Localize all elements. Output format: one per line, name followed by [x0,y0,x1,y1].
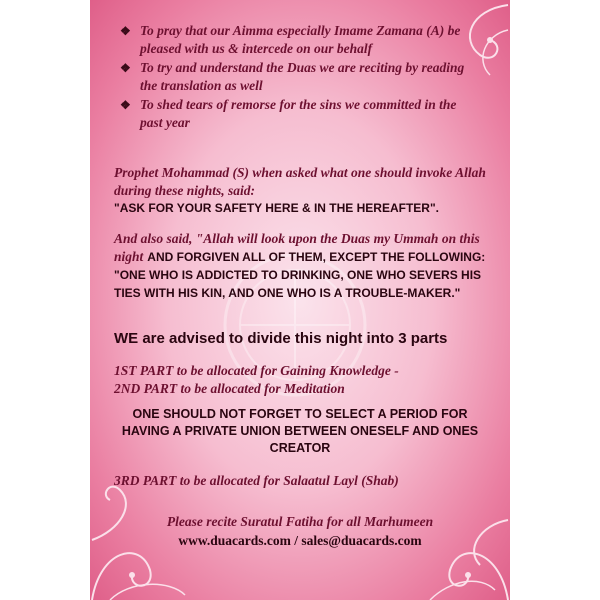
diamond-bullet-icon: ❖ [120,24,131,38]
list-item: ❖ To pray that our Aimma especially Imame Zamana (A) be pleased with us & intercede on our behalf [120,23,461,56]
dua-card [90,0,510,600]
third-part: 3RD PART to be allocated for Salaatul Layl (Shab) [114,473,399,488]
list-item: ❖ To shed tears of remorse for the sins we committed in the past year [120,97,457,130]
list-item: ❖ To try and understand the Duas we are reciting by reading the translation as well [120,60,465,93]
prophet-saying: Prophet Mohammad (S) when asked what one should invoke Allah during these nights, said: "ASK FOR YOUR SAFETY HERE & IN THE HEREAFTER". [114,165,486,215]
intentions-list [120,22,480,133]
diamond-bullet-icon: ❖ [120,61,131,75]
also-said-paragraph: And also said, "Allah will look upon the Duas my Ummah on this night AND FORGIVEN ALL OF THEM, EXCEPT THE FOLLOWING: "ONE WHO IS ADDICTED TO DRINKING, ONE WHO SEVERS HIS TIES WITH HIS KIN, AND ONE WHO IS A TROUBLE-MAKER." [114,231,486,300]
diamond-bullet-icon: ❖ [120,98,131,112]
private-union-note: ONE SHOULD NOT FORGET TO SELECT A PERIOD FOR HAVING A PRIVATE UNION BETWEEN ONESELF AND ONES CREATOR [121,407,479,455]
fatiha-request: Please recite Suratul Fatiha for all Marhumeen [166,514,434,529]
contact-line: www.duacards.com / sales@duacards.com [178,533,422,548]
advised-heading: WE are advised to divide this night into 3 parts [114,330,448,347]
night-parts: 1ST PART to be allocated for Gaining Knowledge - 2ND PART to be allocated for Meditation [114,363,399,396]
